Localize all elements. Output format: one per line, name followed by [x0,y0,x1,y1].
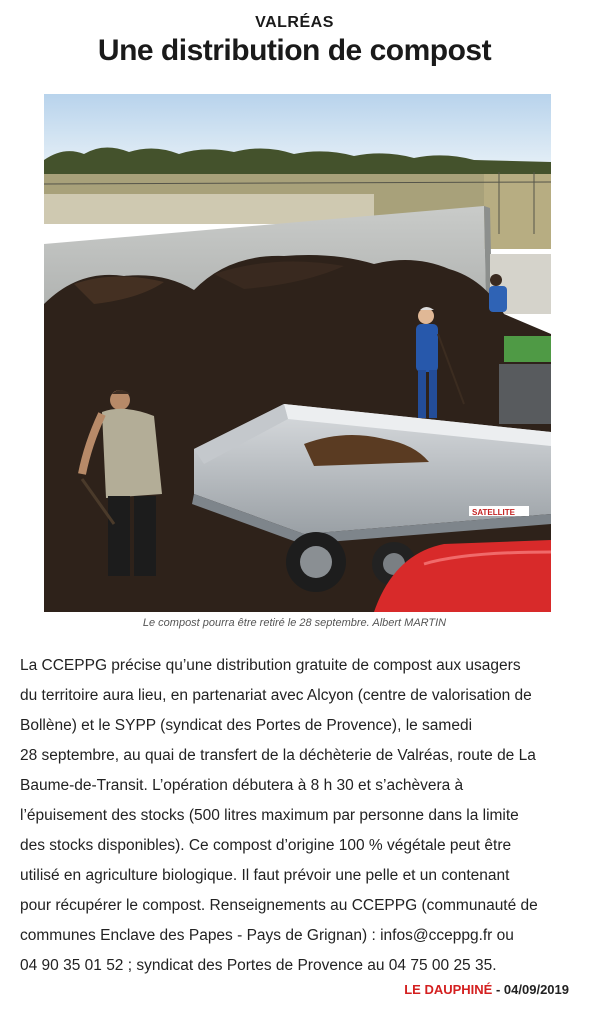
photo-caption: Le compost pourra être retiré le 28 septembre. Albert MARTIN [142,617,447,629]
body-line: pour récupérer le compost. Renseignements au CCEPPG (communauté de [20,897,538,914]
body-line: utilisé en agriculture biologique. Il faut prévoir une pelle et un contenant [20,867,510,884]
publication-name: LE DAUPHINÉ [404,982,493,997]
article-body [20,651,576,981]
body-line: l’épuisement des stocks (500 litres maximum par personne dans la limite [20,807,519,824]
body-line: La CCEPPG précise qu’une distribution gratuite de compost aux usagers [20,657,521,674]
body-line: communes Enclave des Papes - Pays de Grignan) : infos@cceppg.fr ou [20,927,514,944]
trailer-brand-label: SATELLITE [472,508,515,517]
body-line: 04 90 35 01 52 ; syndicat des Portes de Provence au 04 75 00 25 35. [20,957,497,974]
source-separator: - [492,982,504,997]
article-photo [44,94,551,612]
body-line: Bollène) et le SYPP (syndicat des Portes de Provence), le samedi [20,717,473,734]
body-line: Baume-de-Transit. L’opération débutera à 8 h 30 et s’achèvera à [20,777,464,794]
body-line: 28 septembre, au quai de transfert de la déchèterie de Valréas, route de La [20,747,536,764]
article-headline: Une distribution de compost [97,34,492,67]
body-line: des stocks disponibles). Ce compost d’origine 100 % végétale peut être [20,837,512,854]
body-line: du territoire aura lieu, en partenariat avec Alcyon (centre de valorisation de [20,687,532,704]
source-credit [404,982,569,997]
article-kicker: VALRÉAS [255,14,334,31]
publication-date: 04/09/2019 [503,982,569,997]
